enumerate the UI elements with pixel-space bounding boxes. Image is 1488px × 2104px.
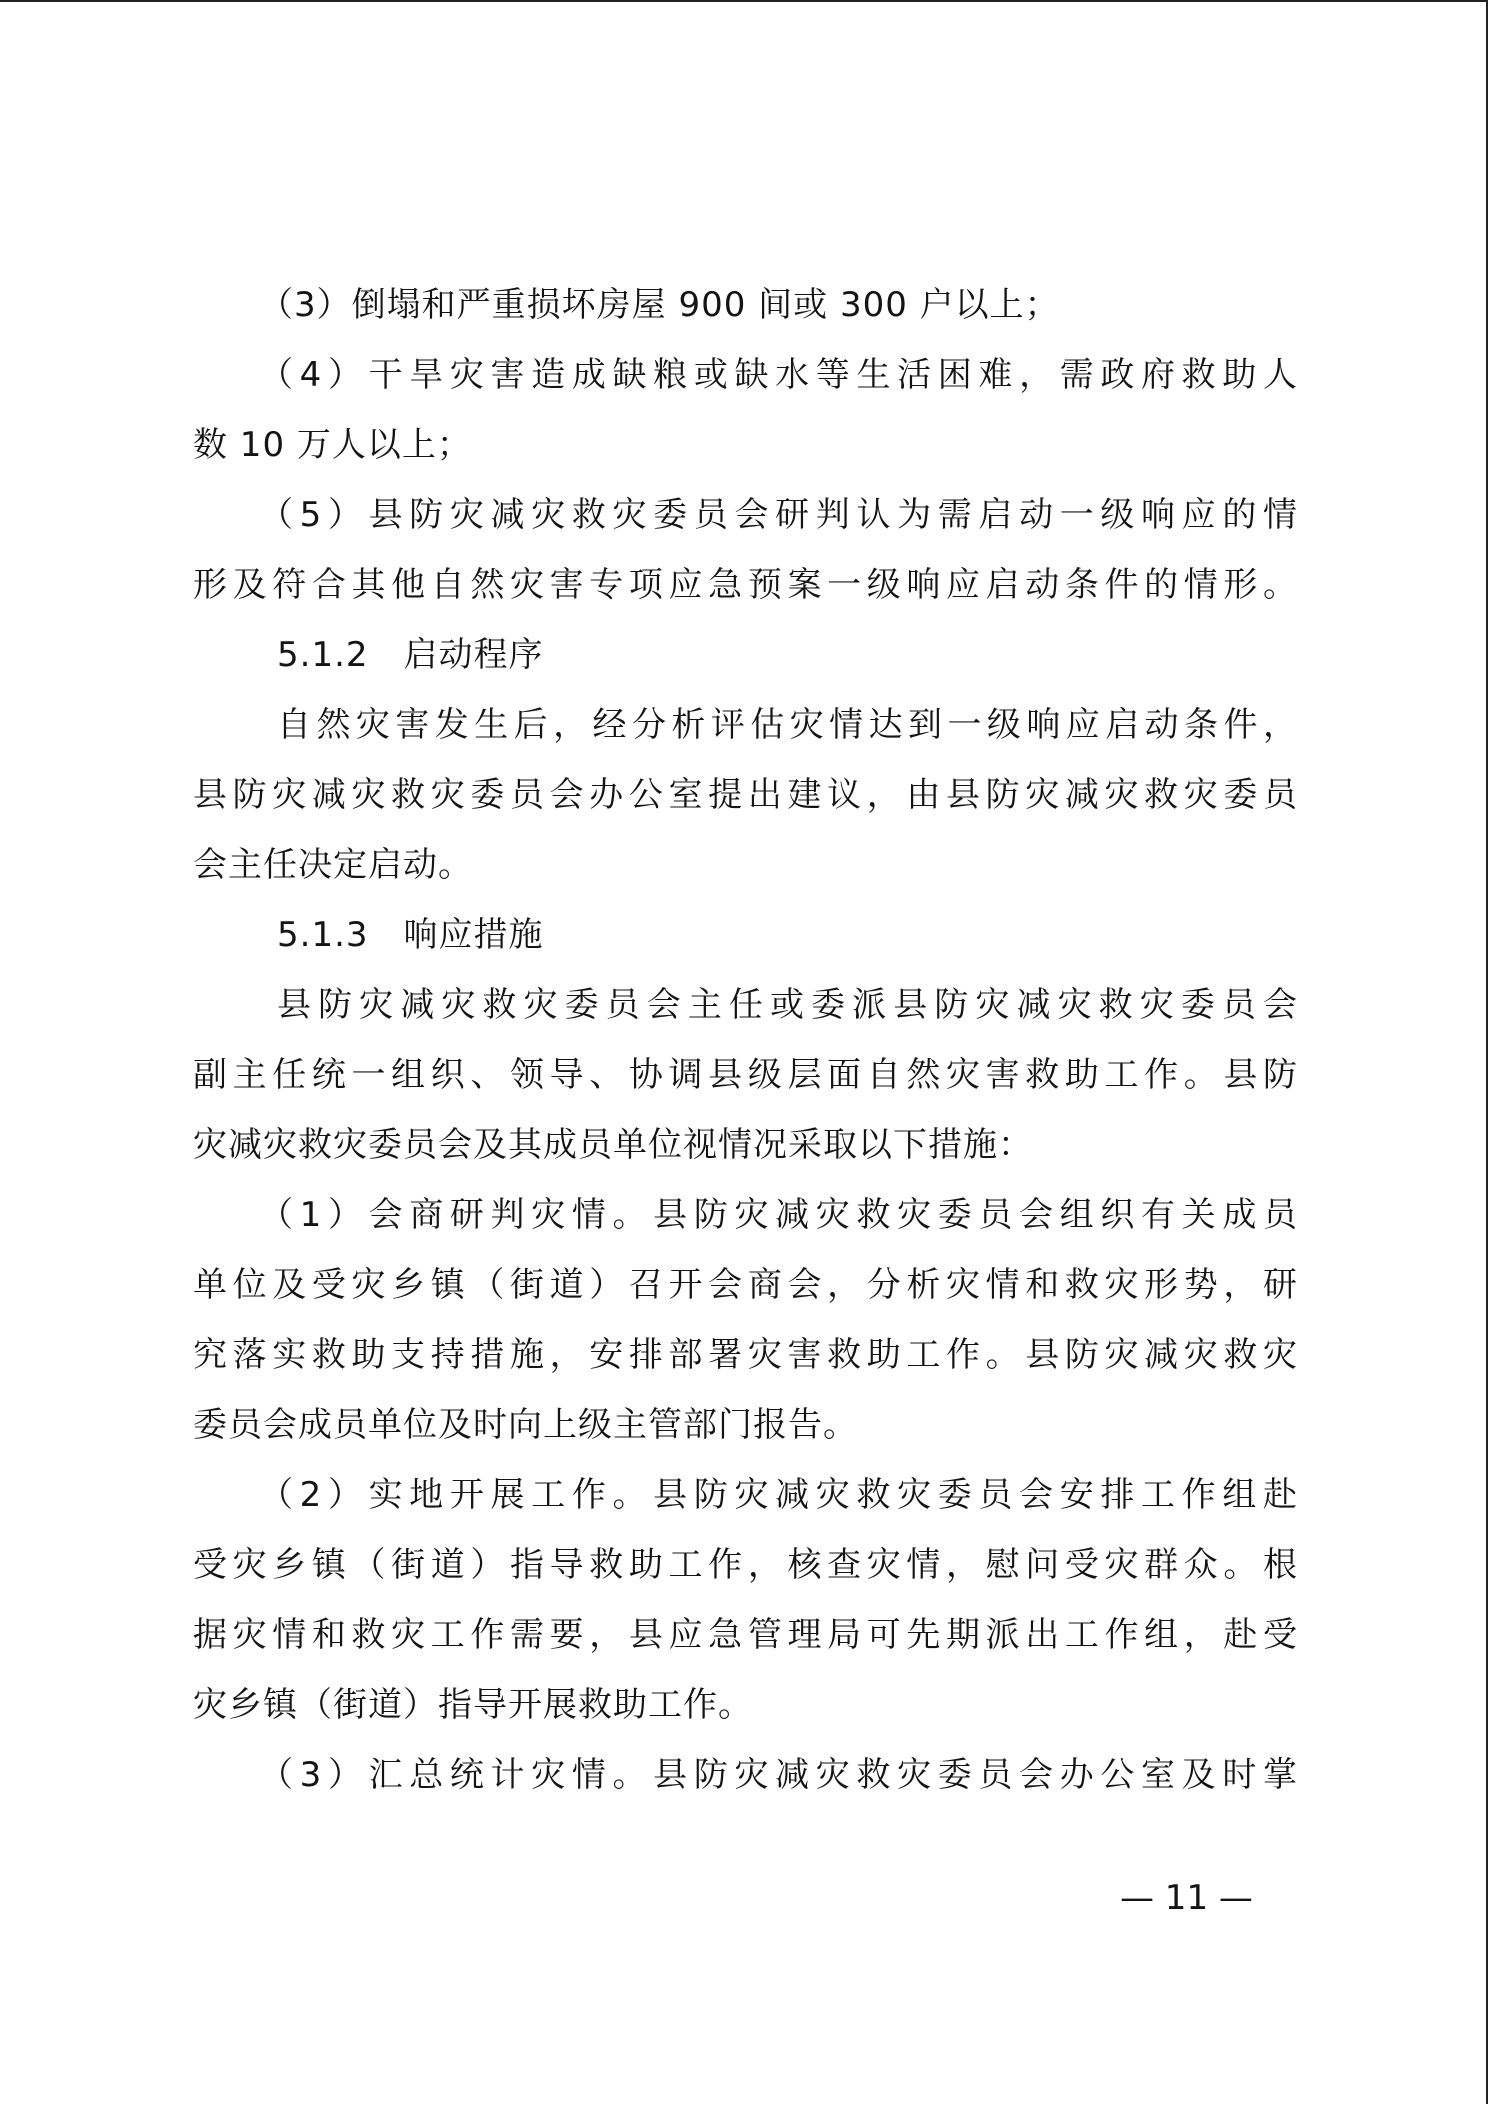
text-line: 县防灾减灾救灾委员会主任或委派县防灾减灾救灾委员会 [277, 985, 1298, 1025]
text-line: 形及符合其他自然灾害专项应急预案一级响应启动条件的情形。 [193, 565, 1298, 605]
text-line: 灾乡镇（街道）指导开展救助工作。 [193, 1685, 753, 1725]
text-line: （4）干旱灾害造成缺粮或缺水等生活困难，需政府救助人 [259, 355, 1298, 395]
section-heading: 5.1.2 启动程序 [277, 635, 544, 675]
text-line: 受灾乡镇（街道）指导救助工作，核查灾情，慰问受灾群众。根 [193, 1545, 1298, 1585]
text-line: 自然灾害发生后，经分析评估灾情达到一级响应启动条件， [277, 705, 1298, 745]
text-line: 据灾情和救灾工作需要，县应急管理局可先期派出工作组，赴受 [193, 1615, 1298, 1655]
text-line: 灾减灾救灾委员会及其成员单位视情况采取以下措施： [193, 1125, 1033, 1165]
text-line: （5）县防灾减灾救灾委员会研判认为需启动一级响应的情 [259, 495, 1298, 535]
page-number: — 11 — [1120, 1878, 1253, 1918]
text-line: （3）汇总统计灾情。县防灾减灾救灾委员会办公室及时掌 [259, 1755, 1298, 1795]
text-line: （1）会商研判灾情。县防灾减灾救灾委员会组织有关成员 [259, 1195, 1298, 1235]
text-line: 究落实救助支持措施，安排部署灾害救助工作。县防灾减灾救灾 [193, 1335, 1298, 1375]
text-line: 委员会成员单位及时向上级主管部门报告。 [193, 1405, 858, 1445]
text-line: 数 10 万人以上； [193, 425, 472, 465]
text-line: （2）实地开展工作。县防灾减灾救灾委员会安排工作组赴 [259, 1475, 1298, 1515]
document-body [193, 270, 1298, 1810]
text-line: 会主任决定启动。 [193, 845, 473, 885]
text-line: 副主任统一组织、领导、协调县级层面自然灾害救助工作。县防 [193, 1055, 1298, 1095]
text-line: （3）倒塌和严重损坏房屋 900 间或 300 户以上； [259, 285, 1060, 325]
section-heading: 5.1.3 响应措施 [277, 915, 544, 955]
text-line: 单位及受灾乡镇（街道）召开会商会，分析灾情和救灾形势，研 [193, 1265, 1298, 1305]
text-line: 县防灾减灾救灾委员会办公室提出建议，由县防灾减灾救灾委员 [193, 775, 1298, 815]
